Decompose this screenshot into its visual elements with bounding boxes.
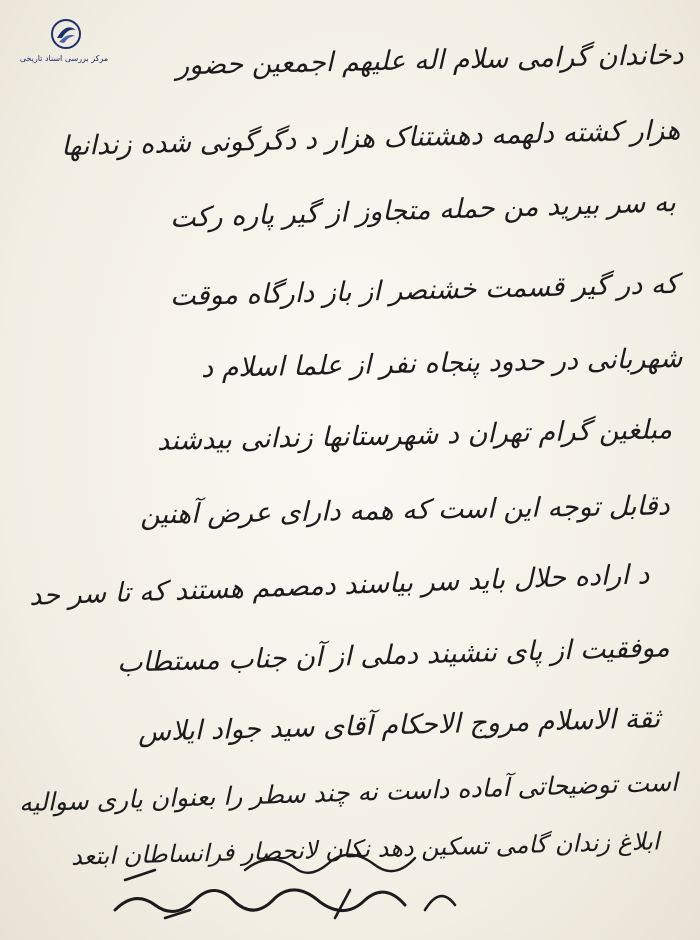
- letter-line: به سر بیرید من حمله متجاوز از گیر پاره رکت: [169, 187, 677, 234]
- letter-line: هزار کشته دلهمه دهشتناک هزار د دگرگونی شده زندانها: [60, 114, 681, 163]
- letter-line: است توضیحاتی آماده داست نه چند سطر را بعنوان یاری سوالیه: [18, 767, 679, 818]
- letter-line: موفقیت از پای ننشیند دملی از آن جناب مستطاب: [116, 632, 671, 679]
- handwritten-signature: [95, 810, 475, 930]
- letter-line: که در گیر قسمت خشنصر از باز دارگاه موقت: [169, 268, 679, 313]
- letter-line: ثقة الاسلام مروج الاحکام آقای سید جواد ایلاس: [137, 703, 661, 748]
- archive-logo-icon: [48, 18, 84, 52]
- letter-line: ابلاغ زندان گامی تسکین دهد نکان لانحصار فرانساطان ابتعد: [71, 827, 661, 871]
- letter-line: شهربانی در حدود پنجاه نفر از علما اسلام د: [200, 342, 683, 385]
- letter-line: مبلغین گرام تهران د شهرستانها زندانی بیدشند: [156, 414, 673, 457]
- letter-line: دقابل توجه این است که همه دارای عرض آهنین: [140, 490, 671, 531]
- letter-line: د اراده حلال باید سر بیاسند دمصمم هستند که تا سر حد: [29, 559, 651, 612]
- watermark-text: مرکز بررسی اسناد تاریخی: [19, 54, 109, 63]
- watermark-logo: [14, 18, 114, 70]
- letter-line: دخاندان گرامی سلام اله علیهم اجمعین حضور: [176, 39, 685, 82]
